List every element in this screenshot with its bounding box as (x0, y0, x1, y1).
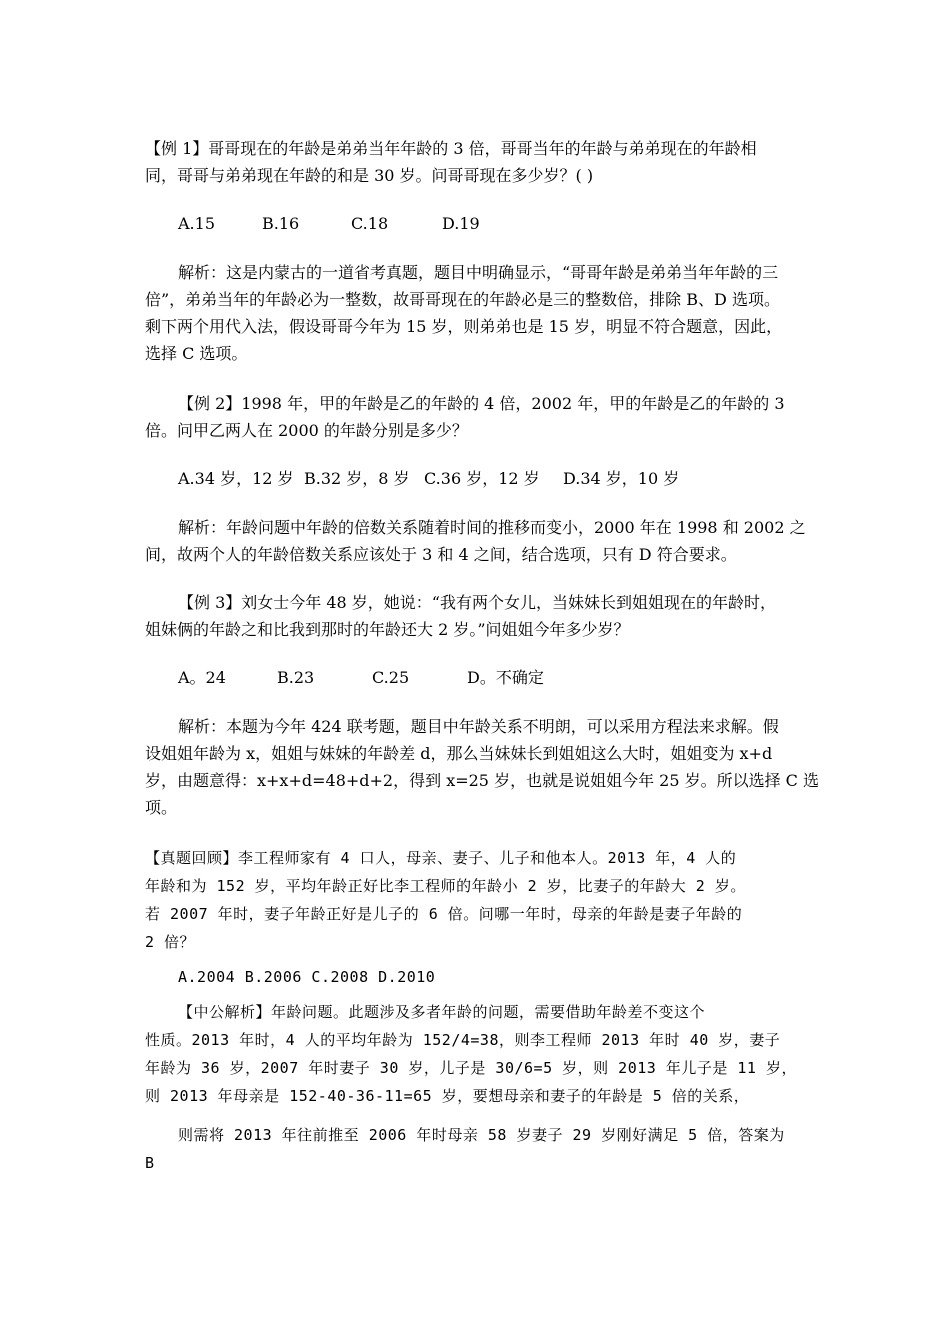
review-analysis-line-1: 【中公解析】年龄问题。此题涉及多者年龄的问题，需要借助年龄差不变这个 (178, 1003, 706, 1021)
example-1-analysis-line-3: 剩下两个用代入法，假设哥哥今年为 15 岁，则弟弟也是 15 岁，明显不符合题意，因此， (145, 317, 783, 336)
review-analysis-line-4: 则 2013 年母亲是 152-40-36-11=65 岁，要想母亲和妻子的年龄是 5 倍的关系， (145, 1087, 750, 1105)
example-2-option-c: C.36 岁，12 岁 (424, 469, 540, 488)
example-2-question-line-1: 【例 2】1998 年，甲的年龄是乙的年龄的 4 倍，2002 年，甲的年龄是乙的年龄的 3 (178, 394, 785, 413)
review-question-line-1: 【真题回顾】李工程师家有 4 口人，母亲、妻子、儿子和他本人。2013 年，4 人的 (145, 849, 737, 867)
example-2-option-d: D.34 岁，10 岁 (563, 469, 680, 488)
example-3-option-d: D。不确定 (467, 668, 544, 687)
review-analysis-line-5: 则需将 2013 年往前推至 2006 年时母亲 58 岁妻子 29 岁刚好满足 5 倍，答案为 (178, 1126, 785, 1144)
example-1-option-b: B.16 (262, 214, 300, 233)
example-2-analysis-line-1: 解析：年龄问题中年龄的倍数关系随着时间的推移而变小，2000 年在 1998 和 2002 之 (178, 518, 806, 537)
example-1-question-line-1: 【例 1】哥哥现在的年龄是弟弟当年年龄的 3 倍，哥哥当年的年龄与弟弟现在的年龄相 (145, 139, 757, 158)
example-3-option-b: B.23 (277, 668, 315, 687)
review-question-line-3: 若 2007 年时，妻子年龄正好是儿子的 6 倍。问哪一年时，母亲的年龄是妻子年龄的 (145, 905, 743, 923)
example-3-question-line-1: 【例 3】刘女士今年 48 岁，她说：“我有两个女儿，当妹妹长到姐姐现在的年龄时， (178, 593, 776, 612)
example-1-question-line-2: 同，哥哥与弟弟现在年龄的和是 30 岁。问哥哥现在多少岁？( ) (145, 166, 594, 185)
example-1-analysis-line-1: 解析：这是内蒙古的一道省考真题，题目中明确显示，“哥哥年龄是弟弟当年年龄的三 (178, 263, 779, 282)
example-3-analysis-line-4: 项。 (145, 798, 178, 817)
example-3-question-line-2: 姐妹俩的年龄之和比我到那时的年龄还大 2 岁。”问姐姐今年多少岁？ (145, 620, 630, 639)
example-1-option-a: A.15 (178, 214, 215, 233)
review-question-line-2: 年龄和为 152 岁，平均年龄正好比李工程师的年龄小 2 岁，比妻子的年龄大 2 岁。 (145, 877, 746, 895)
review-analysis-line-2: 性质。2013 年时，4 人的平均年龄为 152/4=38，则李工程师 2013 年时 40 岁，妻子 (145, 1031, 781, 1049)
example-2-question-line-2: 倍。问甲乙两人在 2000 的年龄分别是多少？ (145, 421, 468, 440)
example-3-analysis-line-1: 解析：本题为今年 424 联考题，题目中年龄关系不明朗，可以采用方程法来求解。假 (178, 717, 779, 736)
example-3-option-c: C.25 (372, 668, 410, 687)
example-3-analysis-line-2: 设姐姐年龄为 x，姐姐与妹妹的年龄差 d，那么当妹妹长到姐姐这么大时，姐姐变为 x+d (145, 744, 773, 763)
example-2-option-a: A.34 岁，12 岁 (178, 469, 294, 488)
review-options: A.2004 B.2006 C.2008 D.2010 (178, 968, 436, 986)
example-3-option-a: A。24 (178, 668, 226, 687)
review-question-line-4: 2 倍？ (145, 933, 196, 951)
example-2-analysis-line-2: 间，故两个人的年龄倍数关系应该处于 3 和 4 之间，结合选项，只有 D 符合要求。 (145, 545, 737, 564)
example-1-option-c: C.18 (351, 214, 389, 233)
example-1-analysis-line-2: 倍”，弟弟当年的年龄必为一整数，故哥哥现在的年龄必是三的整数倍，排除 B、D 选项。 (145, 290, 780, 309)
example-2-option-b: B.32 岁，8 岁 (304, 469, 410, 488)
example-1-option-d: D.19 (442, 214, 480, 233)
review-analysis-line-6: B (145, 1154, 155, 1172)
example-1-analysis-line-4: 选择 C 选项。 (145, 344, 248, 363)
review-analysis-line-3: 年龄为 36 岁，2007 年时妻子 30 岁，儿子是 30/6=5 岁，则 2013 年儿子是 11 岁， (145, 1059, 797, 1077)
example-3-analysis-line-3: 岁，由题意得：x+x+d=48+d+2，得到 x=25 岁，也就是说姐姐今年 25 岁。所以选择 C 选 (145, 771, 820, 790)
